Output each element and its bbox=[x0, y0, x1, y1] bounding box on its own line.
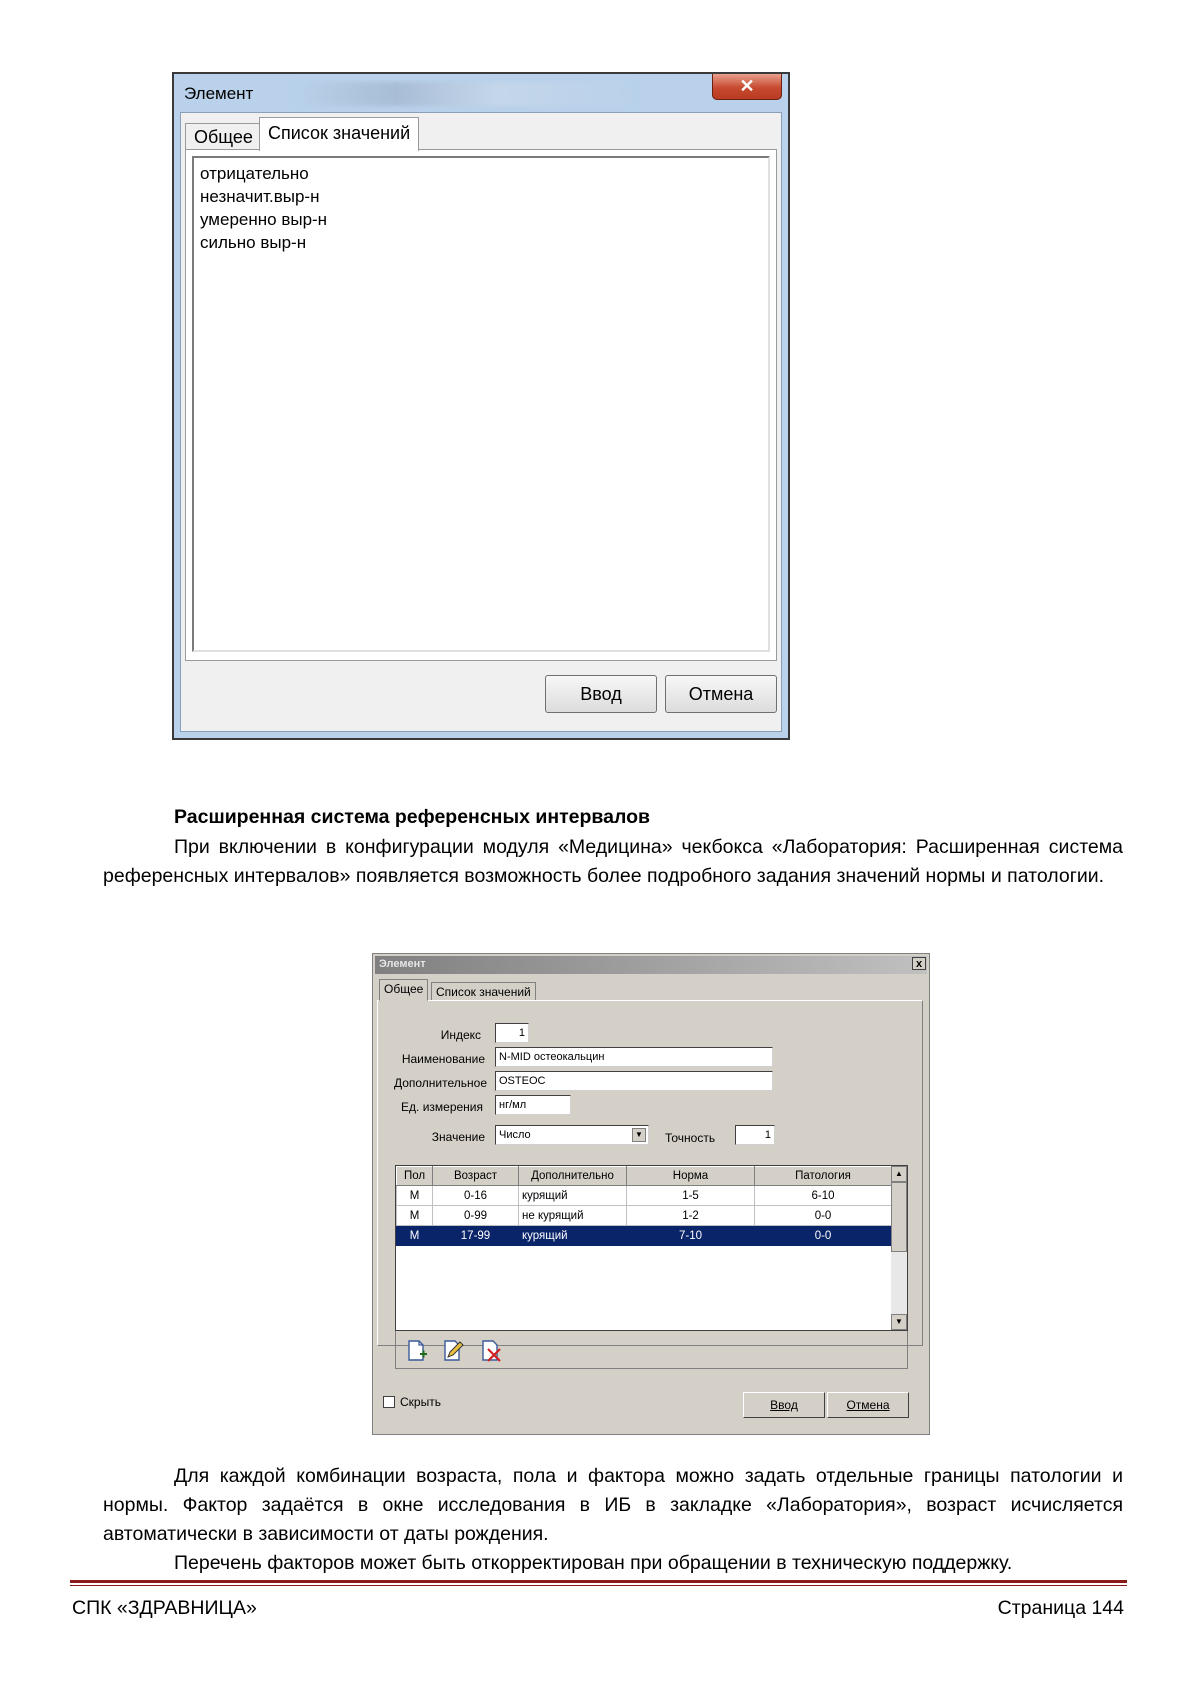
cell-extra: не курящий bbox=[519, 1206, 627, 1226]
value-type-select[interactable]: Число ▼ bbox=[495, 1125, 649, 1145]
hide-label: Скрыть bbox=[400, 1395, 441, 1409]
reference-intervals-dialog bbox=[372, 953, 930, 1435]
paragraph-factors: Для каждой комбинации возраста, пола и фактора можно задать отдельные границы патологии и нормы. Фактор задаётся в окне исследования в ИБ в закладке «Лаборатория», возраст исчисляется автоматически в зависимости от даты рождения. bbox=[103, 1465, 1123, 1545]
table-row[interactable] bbox=[397, 1206, 892, 1226]
dialog-title: Элемент bbox=[184, 84, 254, 103]
tab-values-list[interactable]: Список значений bbox=[259, 117, 419, 151]
dialog-client-area bbox=[180, 112, 782, 732]
scroll-up-icon[interactable]: ▲ bbox=[891, 1166, 907, 1182]
grid-scrollbar[interactable] bbox=[891, 1166, 907, 1330]
cell-pathology: 0-0 bbox=[755, 1226, 892, 1246]
footer-company: СПК «ЗДРАВНИЦА» bbox=[72, 1597, 257, 1619]
value-line: отрицательно bbox=[200, 164, 309, 183]
column-header[interactable]: Патология bbox=[755, 1167, 892, 1186]
cell-sex: М bbox=[397, 1226, 433, 1246]
paragraph-support: Перечень факторов может быть откорректирован при обращении в техническую поддержку. bbox=[174, 1552, 1013, 1574]
edit-record-icon[interactable] bbox=[442, 1339, 464, 1363]
cell-sex: М bbox=[397, 1206, 433, 1226]
name-field[interactable]: N-MID остеокальцин bbox=[495, 1047, 773, 1067]
grid-toolbar bbox=[395, 1331, 908, 1369]
footer-page-number: Страница 144 bbox=[997, 1597, 1124, 1619]
dialog-titlebar bbox=[375, 956, 927, 974]
column-header[interactable]: Дополнительно bbox=[519, 1167, 627, 1186]
column-header[interactable]: Пол bbox=[397, 1167, 433, 1186]
dialog-title: Элемент bbox=[379, 958, 426, 970]
add-record-icon[interactable] bbox=[406, 1339, 428, 1363]
grid-header bbox=[397, 1167, 892, 1186]
column-header[interactable]: Норма bbox=[627, 1167, 755, 1186]
chevron-down-icon[interactable]: ▼ bbox=[632, 1128, 646, 1142]
extra-label: Дополнительное bbox=[393, 1076, 487, 1090]
name-label: Наименование bbox=[401, 1052, 485, 1066]
ok-button[interactable]: Ввод bbox=[545, 675, 657, 713]
value-line: умеренно выр-н bbox=[200, 210, 328, 229]
blurred-title-area bbox=[294, 82, 634, 106]
value-line: незначит.выр-н bbox=[200, 187, 320, 206]
close-button[interactable]: ✕ bbox=[712, 74, 782, 100]
cancel-button[interactable]: Отмена bbox=[665, 675, 777, 713]
table-row[interactable] bbox=[397, 1186, 892, 1206]
unit-field[interactable]: нг/мл bbox=[495, 1095, 571, 1115]
index-label: Индекс bbox=[440, 1028, 481, 1042]
cell-norm: 1-2 bbox=[627, 1206, 755, 1226]
cancel-button[interactable]: Отмена bbox=[827, 1392, 909, 1418]
footer-rule-thin bbox=[70, 1585, 1127, 1586]
value-line: сильно выр-н bbox=[200, 233, 307, 252]
table-row-selected[interactable] bbox=[397, 1226, 892, 1246]
precision-field[interactable]: 1 bbox=[735, 1125, 775, 1145]
close-button[interactable]: x bbox=[912, 957, 926, 970]
extra-field[interactable]: OSTEOC bbox=[495, 1071, 773, 1091]
cell-norm: 1-5 bbox=[627, 1186, 755, 1206]
scroll-down-icon[interactable]: ▼ bbox=[891, 1314, 907, 1330]
values-memo[interactable] bbox=[192, 156, 770, 652]
ok-button[interactable]: Ввод bbox=[743, 1392, 825, 1418]
tab-general[interactable]: Общее bbox=[185, 123, 262, 149]
cell-extra: курящий bbox=[519, 1226, 627, 1246]
cell-extra: курящий bbox=[519, 1186, 627, 1206]
cell-norm: 7-10 bbox=[627, 1226, 755, 1246]
tab-panel bbox=[185, 149, 777, 661]
column-header[interactable]: Возраст bbox=[433, 1167, 519, 1186]
precision-label: Точность bbox=[665, 1131, 716, 1145]
footer-rule bbox=[70, 1580, 1127, 1583]
cell-sex: М bbox=[397, 1186, 433, 1206]
tab-general[interactable]: Общее bbox=[379, 979, 428, 1001]
values-list-dialog bbox=[172, 72, 790, 740]
index-field[interactable]: 1 bbox=[495, 1023, 529, 1043]
cell-pathology: 6-10 bbox=[755, 1186, 892, 1206]
value-type-label: Значение bbox=[431, 1130, 485, 1144]
cell-age: 17-99 bbox=[433, 1226, 519, 1246]
cell-age: 0-99 bbox=[433, 1206, 519, 1226]
intervals-grid[interactable] bbox=[395, 1165, 908, 1331]
cell-age: 0-16 bbox=[433, 1186, 519, 1206]
unit-label: Ед. измерения bbox=[401, 1100, 483, 1114]
section-heading: Расширенная система референсных интервалов bbox=[174, 806, 651, 828]
scroll-thumb[interactable] bbox=[891, 1182, 907, 1252]
hide-checkbox[interactable] bbox=[383, 1396, 395, 1408]
cell-pathology: 0-0 bbox=[755, 1206, 892, 1226]
tab-values-list[interactable]: Список значений bbox=[431, 982, 536, 1000]
delete-record-icon[interactable] bbox=[480, 1339, 502, 1363]
paragraph-intro: При включении в конфигурации модуля «Медицина» чекбокса «Лаборатория: Расширенная система референсных интервалов» появляется возможность более подробного задания значений нормы и патологии. bbox=[103, 836, 1123, 887]
